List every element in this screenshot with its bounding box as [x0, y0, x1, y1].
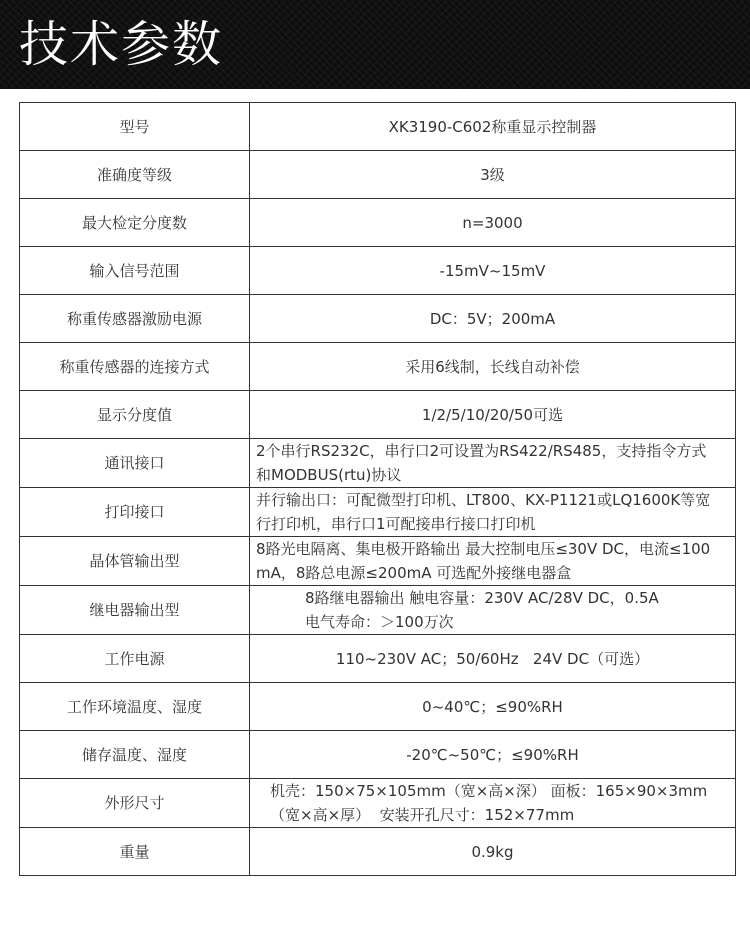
spec-label: 称重传感器的连接方式	[20, 343, 250, 391]
spec-value-line: 0~40℃；≤90%RH	[422, 697, 563, 716]
spec-value-line: 3级	[480, 165, 505, 184]
table-row	[20, 635, 736, 683]
spec-value-line: 8路继电器输出 触电容量：230V AC/28V DC，0.5A	[305, 589, 659, 607]
spec-label: 称重传感器激励电源	[20, 295, 250, 343]
spec-label: 继电器输出型	[20, 586, 250, 635]
spec-label: 重量	[20, 828, 250, 876]
table-row	[20, 199, 736, 247]
table-row	[20, 586, 736, 635]
spec-value-line: 机壳：150×75×105mm（宽×高×深） 面板：165×90×3mm	[270, 782, 708, 800]
spec-value	[250, 391, 736, 439]
spec-label: 打印接口	[20, 488, 250, 537]
spec-table	[19, 102, 736, 876]
table-row	[20, 247, 736, 295]
spec-value-line: n=3000	[462, 213, 523, 232]
table-row	[20, 779, 736, 828]
spec-label: 工作电源	[20, 635, 250, 683]
page-title: 技术参数	[19, 16, 224, 73]
table-row	[20, 391, 736, 439]
table-row	[20, 683, 736, 731]
spec-label: 晶体管输出型	[20, 537, 250, 586]
spec-value	[250, 828, 736, 876]
table-row	[20, 103, 736, 151]
spec-value	[250, 103, 736, 151]
spec-value	[250, 586, 736, 635]
spec-value-line: 110~230V AC；50/60Hz 24V DC（可选）	[335, 649, 650, 668]
spec-value-line: （宽×高×厚） 安装开孔尺寸：152×77mm	[270, 806, 575, 824]
spec-value	[250, 247, 736, 295]
spec-label: 准确度等级	[20, 151, 250, 199]
spec-label: 型号	[20, 103, 250, 151]
spec-value-line: 和MODBUS(rtu)协议	[256, 466, 402, 484]
spec-value	[250, 537, 736, 586]
spec-value	[250, 683, 736, 731]
spec-value-line: 采用6线制，长线自动补偿	[405, 357, 580, 376]
spec-value-line: 电气寿命：＞100万次	[305, 613, 454, 631]
table-row	[20, 151, 736, 199]
spec-label: 工作环境温度、湿度	[20, 683, 250, 731]
table-row	[20, 295, 736, 343]
spec-value-line: 2个串行RS232C，串行口2可设置为RS422/RS485，支持指令方式	[256, 442, 707, 460]
spec-value-line: -15mV~15mV	[439, 261, 546, 280]
spec-value-line: 并行输出口：可配微型打印机、LT800、KX-P1121或LQ1600K等宽	[256, 491, 711, 509]
table-row	[20, 343, 736, 391]
spec-value	[250, 295, 736, 343]
table-row	[20, 731, 736, 779]
spec-value-line: XK3190-C602称重显示控制器	[388, 117, 597, 136]
spec-value-line: -20℃~50℃；≤90%RH	[406, 745, 579, 764]
spec-value-line: DC：5V；200mA	[429, 309, 556, 328]
spec-value-line: 0.9kg	[471, 842, 514, 861]
spec-value-line: 1/2/5/10/20/50可选	[421, 405, 564, 424]
spec-label: 最大检定分度数	[20, 199, 250, 247]
table-row	[20, 828, 736, 876]
spec-value-line: 8路光电隔离、集电极开路输出 最大控制电压≤30V DC，电流≤100	[256, 540, 711, 558]
spec-label: 显示分度值	[20, 391, 250, 439]
spec-label: 通讯接口	[20, 439, 250, 488]
spec-value	[250, 779, 736, 828]
spec-value	[250, 151, 736, 199]
spec-label: 输入信号范围	[20, 247, 250, 295]
spec-value-line: mA，8路总电源≤200mA 可选配外接继电器盒	[256, 564, 572, 582]
table-row	[20, 488, 736, 537]
spec-value	[250, 199, 736, 247]
table-row	[20, 439, 736, 488]
spec-label: 外形尺寸	[20, 779, 250, 828]
header-banner	[0, 0, 750, 89]
spec-value	[250, 731, 736, 779]
spec-value	[250, 635, 736, 683]
spec-value	[250, 439, 736, 488]
spec-value	[250, 488, 736, 537]
table-row	[20, 537, 736, 586]
spec-value-line: 行打印机，串行口1可配接串行接口打印机	[256, 515, 536, 533]
spec-label: 储存温度、湿度	[20, 731, 250, 779]
spec-value	[250, 343, 736, 391]
